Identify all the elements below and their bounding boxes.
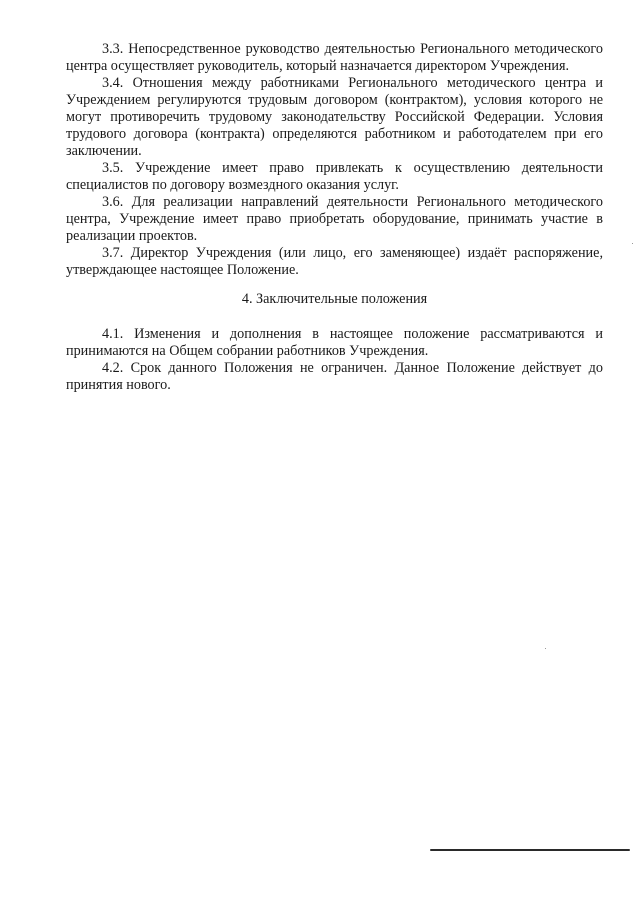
scan-speck <box>545 648 546 649</box>
footer-rule <box>430 849 630 851</box>
section-4-heading: 4. Заключительные положения <box>241 291 428 307</box>
paragraph-4-1: 4.1. Изменения и дополнения в настоящее положение рассматриваются и принимаются на Общем собрании работников Учреждения. <box>66 326 603 359</box>
paragraph-3-7: 3.7. Директор Учреждения (или лицо, его заменяющее) издаёт распоряжение, утверждающее настоящее Положение. <box>66 245 603 278</box>
paragraph-3-5: 3.5. Учреждение имеет право привлекать к осуществлению деятельности специалистов по договору возмездного оказания услуг. <box>66 160 603 193</box>
scan-speck <box>632 243 633 244</box>
document-page <box>66 41 603 394</box>
paragraph-3-4: 3.4. Отношения между работниками Регионального методического центра и Учреждением регулируются трудовым договором (контрактом), условия которого не могут противоречить трудовому законодательству Российской Федерации. Условия трудового договора (контракта) определяются работником и работодателем при его заключении. <box>66 75 603 159</box>
paragraph-4-2: 4.2. Срок данного Положения не ограничен. Данное Положение действует до принятия нового. <box>66 360 603 393</box>
paragraph-3-3: 3.3. Непосредственное руководство деятельностью Регионального методического центра осуществляет руководитель, который назначается директором Учреждения. <box>66 41 603 74</box>
paragraph-3-6: 3.6. Для реализации направлений деятельности Регионального методического центра, Учреждение имеет право приобретать оборудование, принимать участие в реализации проектов. <box>66 194 603 244</box>
